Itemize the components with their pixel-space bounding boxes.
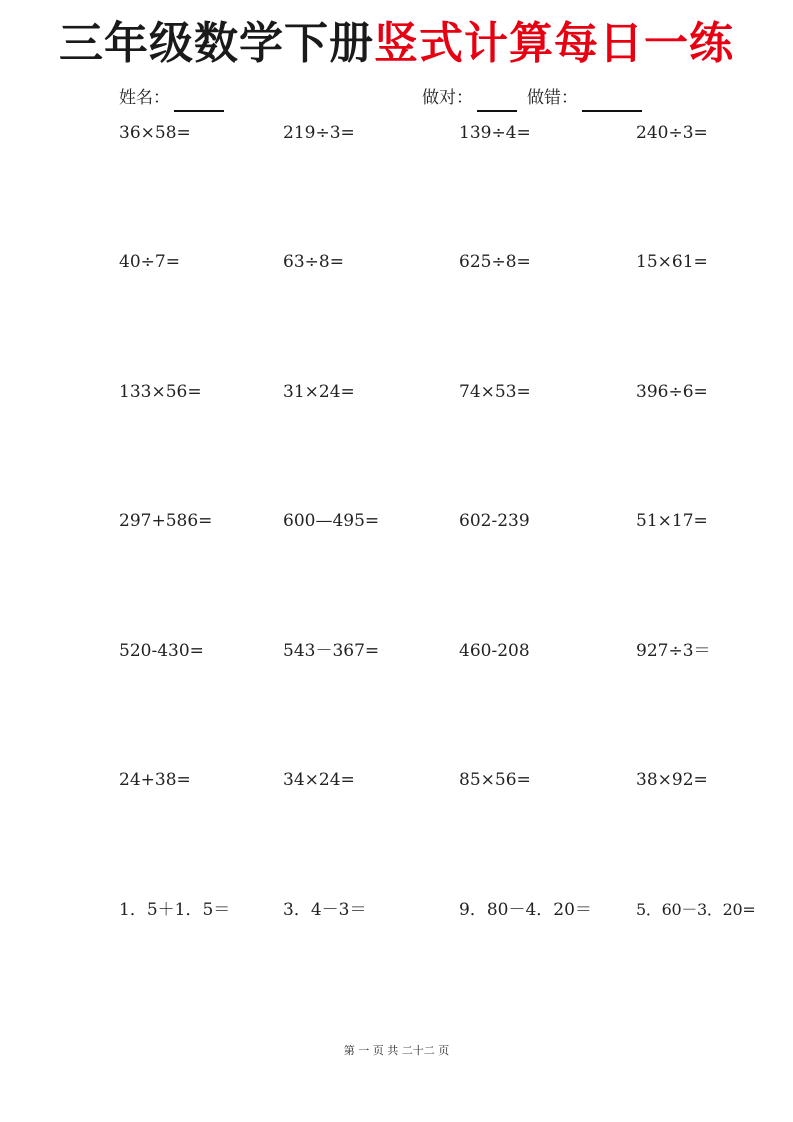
problem-r6-c2: 34×24=: [283, 770, 355, 790]
wrong-blank[interactable]: [582, 90, 642, 112]
problem-r1-c4: 240÷3=: [636, 123, 708, 143]
problem-r4-c1: 297+586=: [119, 511, 213, 531]
problem-r5-c4: 927÷3＝: [636, 641, 711, 661]
problem-r5-c1: 520-430=: [119, 641, 204, 661]
problem-r1-c3: 139÷4=: [459, 123, 531, 143]
name-label: 姓名：: [119, 88, 170, 108]
correct-label: 做对：: [422, 88, 473, 108]
title-grade-part: 三年级数学下册: [59, 18, 374, 69]
problem-r4-c4: 51×17=: [636, 511, 708, 531]
score-fields: [422, 84, 642, 112]
problem-r4-c3: 602-239: [459, 511, 530, 531]
problem-r7-c4: 5．60－3．20=: [636, 900, 756, 919]
name-field: [119, 84, 224, 112]
correct-blank[interactable]: [477, 90, 517, 112]
problem-r4-c2: 600—495=: [283, 511, 380, 531]
title-practice-part: 竖式计算每日一练: [374, 18, 734, 69]
page-footer: 第 一 页 共 二十二 页: [343, 1044, 450, 1057]
problem-r5-c2: 543－367=: [283, 641, 380, 661]
problem-r5-c3: 460-208: [459, 641, 530, 661]
problem-r2-c2: 63÷8=: [283, 252, 344, 272]
problem-r3-c4: 396÷6=: [636, 382, 708, 402]
name-blank[interactable]: [174, 90, 224, 112]
problem-r1-c1: 36×58=: [119, 123, 191, 143]
wrong-label: 做错：: [527, 88, 578, 108]
problem-r2-c4: 15×61=: [636, 252, 708, 272]
problem-r2-c1: 40÷7=: [119, 252, 180, 272]
problem-r3-c1: 133×56=: [119, 382, 202, 402]
problem-r1-c2: 219÷3=: [283, 123, 355, 143]
problem-r2-c3: 625÷8=: [459, 252, 531, 272]
problem-r7-c2: 3．4－3＝: [283, 900, 367, 920]
problem-r6-c4: 38×92=: [636, 770, 708, 790]
problem-r6-c1: 24+38=: [119, 770, 191, 790]
problem-r7-c1: 1．5＋1．5＝: [119, 900, 231, 920]
problem-r3-c2: 31×24=: [283, 382, 355, 402]
problem-r7-c3: 9．80－4．20＝: [459, 900, 592, 920]
problem-r3-c3: 74×53=: [459, 382, 531, 402]
worksheet-title: [0, 14, 793, 74]
problem-r6-c3: 85×56=: [459, 770, 531, 790]
